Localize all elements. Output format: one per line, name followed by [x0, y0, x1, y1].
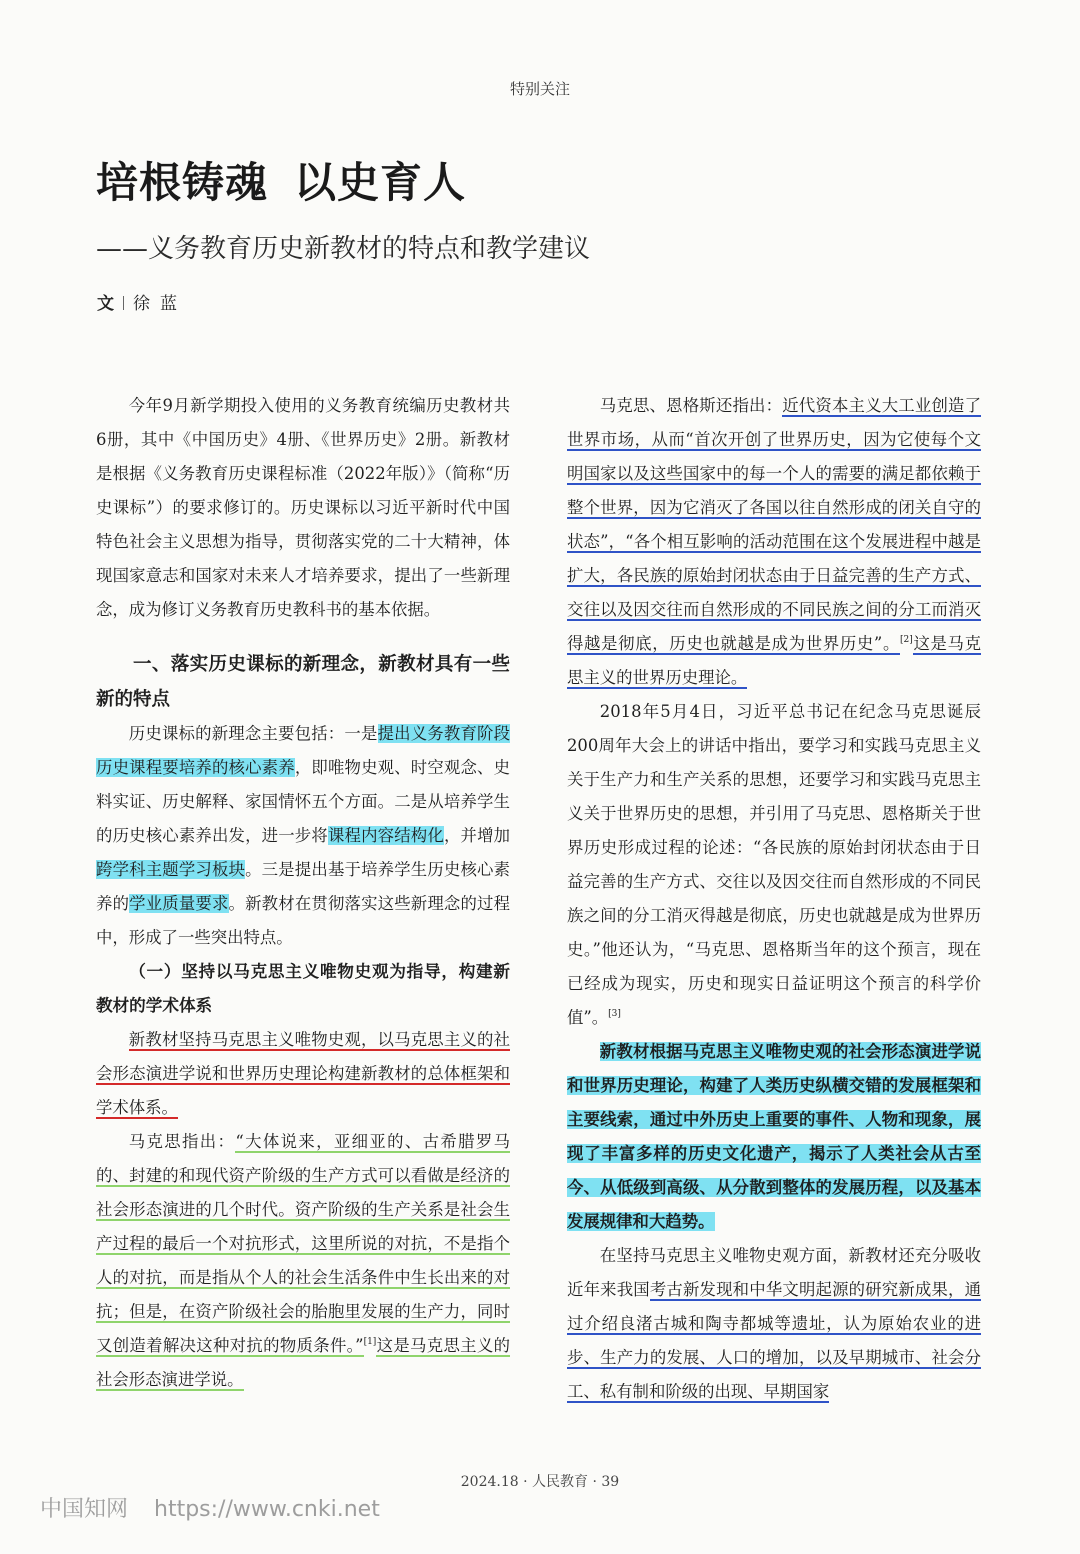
journal-name: 人民教育	[532, 1474, 589, 1490]
subsection-heading-1: （一）坚持以马克思主义唯物史观为指导，构建新教材的学术体系	[96, 962, 510, 1015]
issue-number: 2024.18	[460, 1474, 519, 1490]
text-run: 在坚持马克思主义唯物史观方面，新教材还充分吸收近年来我国	[567, 1246, 981, 1299]
text-run: ，并增加	[443, 826, 511, 845]
byline-prefix: 文	[97, 294, 114, 314]
underline-blue-conclusion: 这是马克思主义的世界历史理论。	[567, 634, 981, 687]
text-run: 马克思、恩格斯还指出：	[599, 396, 783, 415]
new-textbook-paragraph	[567, 1035, 981, 1239]
underline-blue-archaeology: 考古新发现和中华文明起源的研究新成果，通过介绍良渚古城和陶寺都城等遗址，认为原始农业的进步、生产力的发展、人口的增加，以及早期城市、社会分工、私有制和阶级的出现、早期国家	[567, 1280, 982, 1401]
underline-red-framework: 新教材坚持马克思主义唯物史观，以马克思主义的社会形态演进学说和世界历史理论构建新教材的总体框架和学术体系。	[96, 1030, 510, 1117]
intro-paragraph: 今年9月新学期投入使用的义务教育统编历史教材共6册，其中《中国历史》4册、《世界历史》2册。新教材是根据《义务教育历史课程标准（2022年版）》（简称“历史课标”）的要求修订的。历史课标以习近平新时代中国特色社会主义思想为指导，贯彻落实党的二十大精神，体现国家意志和国家对未来人才培养要求，提出了一些新理念，成为修订义务教育历史教科书的基本依据。	[96, 396, 510, 619]
page-number: 39	[601, 1474, 620, 1490]
text-run: 。新教材在贯彻落实这些新理念的过程中，形成了一些突出特点。	[96, 894, 511, 947]
highlight-core-literacy: 提出义务教育阶段历史课程要培养的核心素养	[96, 724, 511, 777]
underline-blue-quote: 近代资本主义大工业创造了世界市场，从而“首次开创了世界历史，因为它使每个文明国家以及这些国家中的每一个人的需要的满足都依赖于整个世界，因为它消灭了各国以往自然形成的闭关自守的状态”，“各个相互影响的活动范围在这个发展进程中越是扩大，各民族的原始封闭状态由于日益完善的生产方式、交往以及因交往而自然形成的不同民族之间的分工而消灭得越是彻底，历史也就越是成为世界历史”。	[567, 396, 981, 653]
text-run: 历史课标的新理念主要包括：一是	[128, 724, 378, 743]
text-run: 。三是提出基于培养学生历史核心素养的	[96, 860, 511, 913]
highlight-quality-requirements: 学业质量要求	[129, 894, 229, 913]
highlight-structured-content: 课程内容结构化	[327, 826, 444, 845]
left-column	[96, 389, 510, 1397]
citation-3: [3]	[608, 1009, 621, 1019]
page-footer: 2024.18 · 人民教育 · 39	[460, 1474, 620, 1490]
byline-divider	[123, 296, 124, 310]
highlight-textbook-framework: 新教材根据马克思主义唯物史观的社会形态演进学说和世界历史理论，构建了人类历史纵横交错的发展框架和主要线索，通过中外历史上重要的事件、人物和现象，展现了丰富多样的历史文化遗产，揭示了人类社会从古至今、从低级到高级、从分散到整体的发展历程，以及基本发展规律和大趋势。	[567, 1042, 981, 1231]
citation-1: [1]	[363, 1337, 377, 1347]
section-label: 特别关注	[509, 80, 570, 98]
article-title	[96, 150, 466, 210]
text-run: 马克思指出：	[128, 1132, 236, 1151]
underline-green-conclusion: 这是马克思主义的社会形态演进学说。	[96, 1336, 510, 1389]
title-part-2: 以史育人	[294, 158, 467, 207]
new-concepts-paragraph	[96, 717, 510, 955]
section-heading-1: 一、落实历史课标的新理念，新教材具有一些新的特点	[96, 654, 510, 710]
watermark-url: https://www.cnki.net	[154, 1497, 380, 1522]
byline	[97, 289, 187, 314]
marx-quote-paragraph	[96, 1125, 510, 1397]
cnki-watermark	[40, 1492, 380, 1523]
citation-2: [2]	[900, 635, 913, 645]
highlight-interdisciplinary: 跨学科主题学习板块	[96, 860, 246, 879]
framework-paragraph	[96, 1023, 510, 1125]
title-part-1: 培根铸魂	[96, 158, 269, 207]
archaeology-paragraph	[567, 1239, 981, 1409]
world-history-paragraph	[567, 389, 981, 695]
underline-green-quote: “大体说来，亚细亚的、古希腊罗马的、封建的和现代资产阶级的生产方式可以看做是经济的社会形态演进的几个时代。资产阶级的生产关系是社会生产过程的最后一个对抗形式，这里所说的对抗，不是指个人的对抗，而是指从个人的社会生活条件中生长出来的对抗；但是，在资产阶级社会的胎胞里发展的生产力，同时又创造着解决这种对抗的物质条件。”	[96, 1132, 511, 1355]
watermark-brand: 中国知网	[40, 1497, 129, 1522]
right-column	[567, 389, 981, 1409]
text-run: ，即唯物史观、时空观念、史料实证、历史解释、家国情怀五个方面。二是从培养学生的历史核心素养出发，进一步将	[96, 758, 511, 845]
text-run: 2018年5月4日，习近平总书记在纪念马克思诞辰200周年大会上的讲话中指出，要学习和实践马克思主义关于生产力和生产关系的思想，还要学习和实践马克思主义关于世界历史的思想，并引用了马克思、恩格斯关于世界历史形成过程的论述：“各民族的原始封闭状态由于日益完善的生产方式、交往以及因交往而自然形成的不同民族之间的分工消灭得越是彻底，历史也就越是成为世界历史。”他还认为，“马克思、恩格斯当年的这个预言，现在已经成为现实，历史和现实日益证明这个预言的科学价值”。	[567, 702, 981, 1027]
xi-speech-paragraph	[567, 695, 981, 1035]
author-name: 徐蓝	[133, 294, 187, 314]
article-subtitle: ——义务教育历史新教材的特点和教学建议	[96, 234, 591, 264]
